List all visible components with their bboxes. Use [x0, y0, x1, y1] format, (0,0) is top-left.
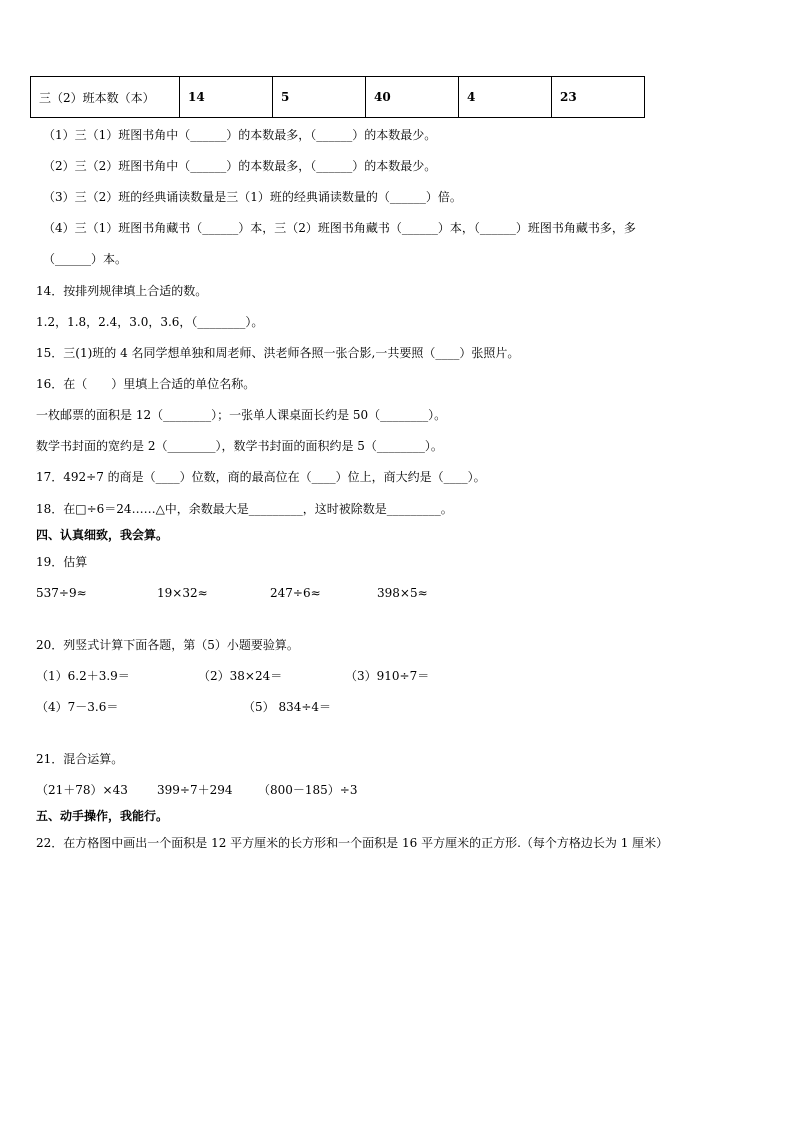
section4-title: 四、认真细致，我会算。 [36, 528, 169, 542]
calc-item: （5） 834÷4＝ [243, 700, 332, 714]
q17-text: 17．492÷7 的商是（____）位数，商的最高位在（____）位上，商大约是（____）。 [36, 470, 486, 484]
q21-title: 21．混合运算。 [36, 752, 124, 766]
q15-text: 15．三(1)班的 4 名同学想单独和周老师、洪老师各照一张合影,一共要照（____）张照片。 [36, 346, 520, 360]
table-row [31, 77, 645, 118]
q20-title: 20．列竖式计算下面各题，第（5）小题要验算。 [36, 638, 299, 652]
table-cell: 5 [273, 77, 366, 118]
calc-item: （1）6.2＋3.9＝ [36, 669, 130, 683]
mixed-op-item: （800－185）÷3 [258, 783, 358, 797]
q16-line2: 数学书封面的宽约是 2（________），数学书封面的面积约是 5（________）。 [36, 439, 443, 453]
q18-text: 18．在□÷6＝24……△中，余数最大是_________，这时被除数是_________。 [36, 502, 453, 516]
estimate-item: 537÷9≈ [36, 586, 87, 600]
mixed-op-item: （21＋78）×43 [36, 783, 128, 797]
mixed-op-item: 399÷7＋294 [157, 783, 233, 797]
q13-sub1: （1）三（1）班图书角中（______）的本数最多，（______）的本数最少。 [43, 128, 437, 142]
table-cell: 40 [366, 77, 459, 118]
table-cell: 23 [552, 77, 645, 118]
calc-item: （4）7－3.6＝ [36, 700, 119, 714]
book-count-table [30, 76, 645, 118]
q22-text: 22．在方格图中画出一个面积是 12 平方厘米的长方形和一个面积是 16 平方厘米的正方形.（每个方格边长为 1 厘米） [36, 836, 669, 850]
table-cell: 4 [459, 77, 552, 118]
q13-sub2: （2）三（2）班图书角中（______）的本数最多，（______）的本数最少。 [43, 159, 437, 173]
section5-title: 五、动手操作，我能行。 [36, 809, 169, 823]
table-row-label: 三（2）班本数（本） [31, 77, 180, 118]
q19-title: 19．估算 [36, 555, 88, 569]
q13-sub4-line1: （4）三（1）班图书角藏书（______）本，三（2）班图书角藏书（______）本，（______）班图书角藏书多，多 [43, 221, 636, 235]
q14-body: 1.2，1.8，2.4，3.0，3.6，（________）。 [36, 315, 264, 329]
q13-sub3: （3）三（2）班的经典诵读数量是三（1）班的经典诵读数量的（______）倍。 [43, 190, 462, 204]
q16-line1: 一枚邮票的面积是 12（________）；一张单人课桌面长约是 50（________）。 [36, 408, 447, 422]
q13-sub4-line2: （______）本。 [43, 252, 128, 266]
table-cell: 14 [180, 77, 273, 118]
estimate-item: 247÷6≈ [270, 586, 321, 600]
estimate-item: 19×32≈ [157, 586, 208, 600]
calc-item: （3）910÷7＝ [345, 669, 430, 683]
estimate-item: 398×5≈ [377, 586, 428, 600]
q14-title: 14．按排列规律填上合适的数。 [36, 284, 208, 298]
calc-item: （2）38×24＝ [198, 669, 283, 683]
q16-title: 16．在（ ）里填上合适的单位名称。 [36, 377, 256, 391]
